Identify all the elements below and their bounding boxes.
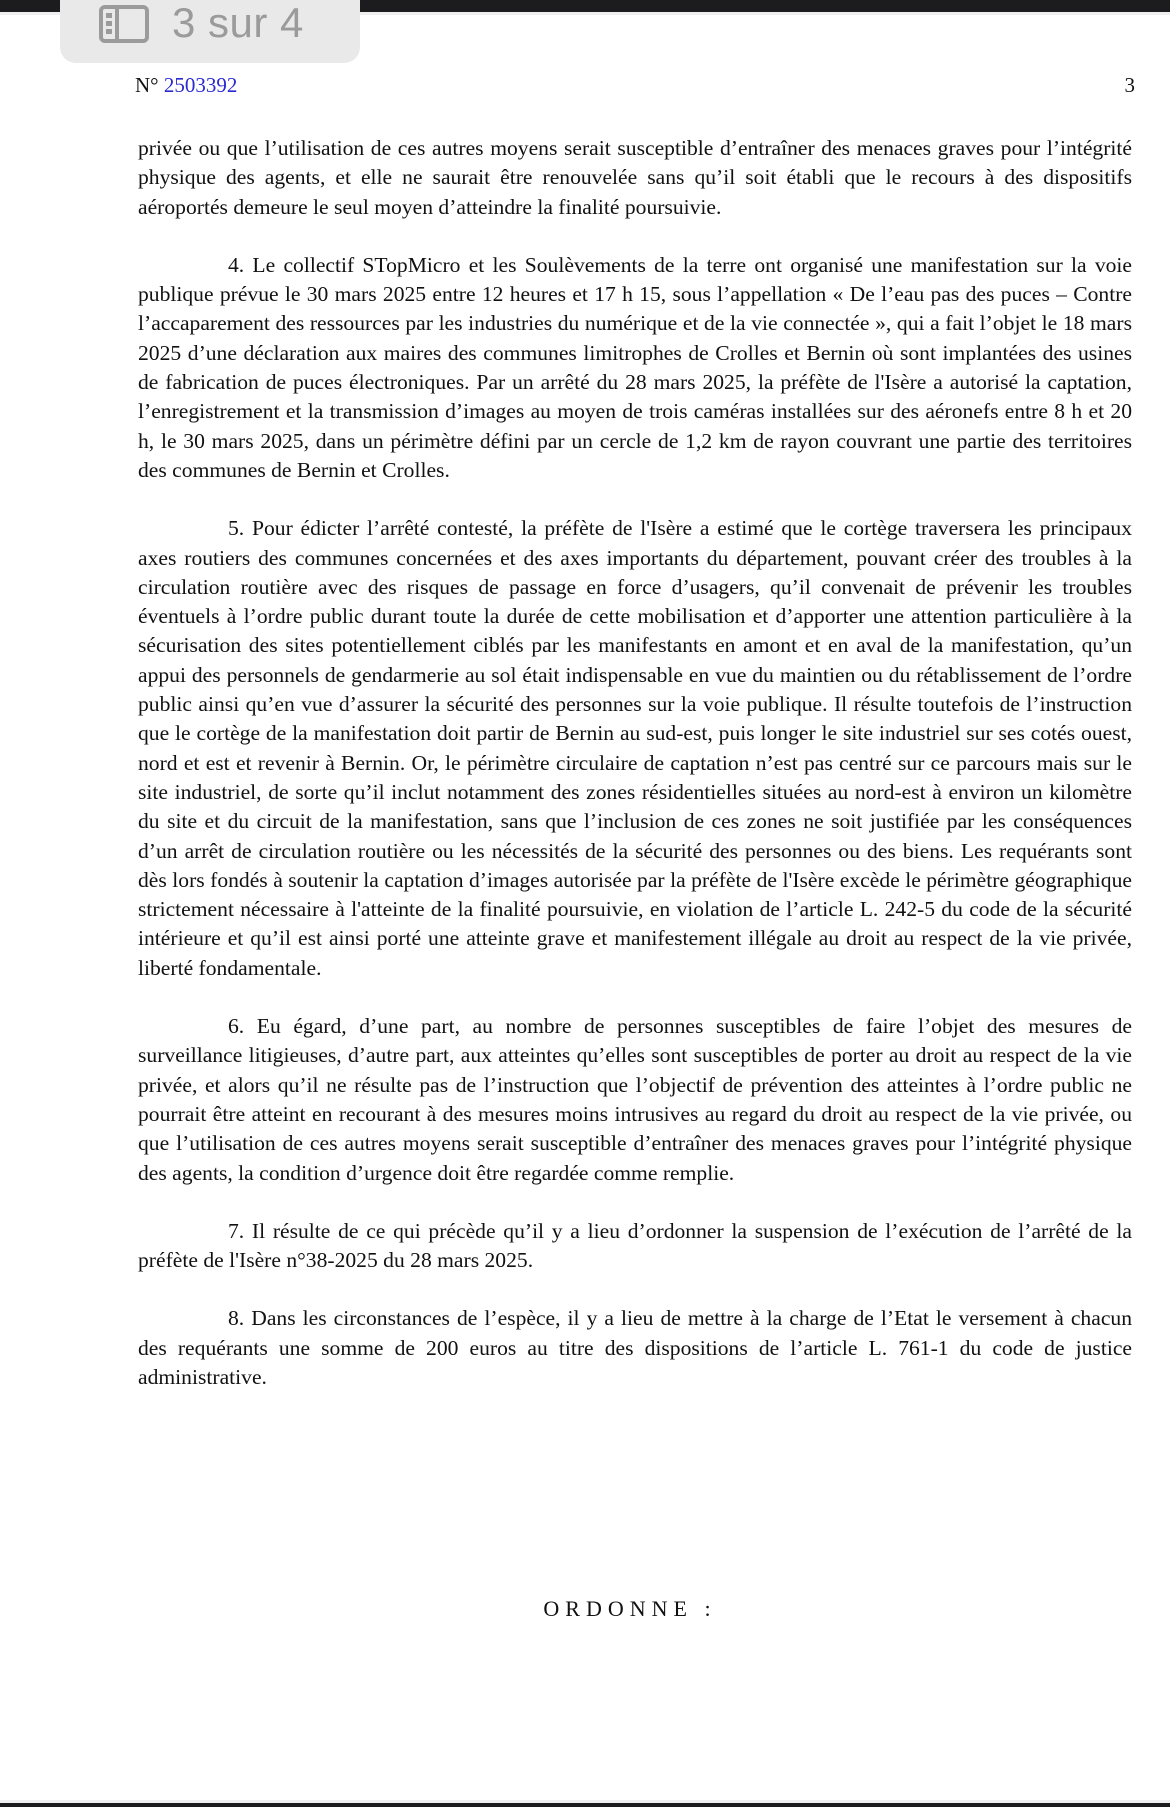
paragraph-continued: privée ou que l’utilisation de ces autres moyens serait susceptible d’entraîner des menaces graves pour l’intégrité physique des agents, et elle ne saurait être renouvelée sans qu’il soit établi que le recours à des dispositifs aéroportés demeure le seul moyen d’atteindre la finalité poursuivie. [138,136,1132,219]
document-header [135,73,1135,98]
page-indicator-label: 3 sur 4 [172,0,304,46]
case-number-prefix: N° [135,73,159,97]
page-indicator[interactable] [60,0,360,63]
paragraph-6: 6. Eu égard, d’une part, au nombre de personnes susceptibles de faire l’objet des mesures de surveillance litigieuses, d’autre part, aux atteintes qu’elles sont susceptibles de porter au droit au respect de la vie privée, et alors qu’il ne résulte pas de l’instruction que l’objectif de prévention des atteintes à l’ordre public ne pourrait être atteint en recourant à des mesures moins intrusives au regard du droit au respect de la vie privée, ou que l’utilisation de ces autres moyens serait susceptible d’entraîner des menaces graves pour l’intégrité physique des agents, la condition d’urgence doit être regardée comme remplie. [138,1014,1132,1185]
paragraph-7: 7. Il résulte de ce qui précède qu’il y a lieu d’ordonner la suspension de l’exécution de l’arrêté de la préfète de l'Isère n°38-2025 du 28 mars 2025. [138,1218,1132,1273]
paragraph-8: 8. Dans les circonstances de l’espèce, il y a lieu de mettre à la charge de l’Etat le versement à chacun des requérants une somme de 200 euros au titre des dispositions de l’article L. 761-1 du code de justice administrative. [138,1306,1132,1389]
sidebar-pages-icon [98,4,150,44]
case-number [135,73,237,98]
case-number-link[interactable]: 2503392 [163,73,238,97]
paragraph-4: 4. Le collectif STopMicro et les Soulèvements de la terre ont organisé une manifestation sur la voie publique prévue le 30 mars 2025 entre 12 heures et 17 h 15, sous l’appellation « De l’eau pas des puces – Contre l’accaparement des ressources par les industries du numérique et de la vie connectée », qui a fait l’objet le 18 mars 2025 d’une déclaration aux maires des communes limitrophes de Crolles et Bernin où sont implantées des usines de fabrication de puces électroniques. Par un arrêté du 28 mars 2025, la préfète de l'Isère a autorisé la captation, l’enregistrement et la transmission d’images au moyen de trois caméras installées sur des aéronefs entre 8 h et 20 h, le 30 mars 2025, dans un périmètre défini par un cercle de 1,2 km de rayon couvrant une partie des territoires des communes de Bernin et Crolles. [138,252,1132,482]
paragraph-5: 5. Pour édicter l’arrêté contesté, la préfète de l'Isère a estimé que le cortège traversera les principaux axes routiers des communes concernées et des axes importants du département, pouvant créer des troubles à la circulation routière avec des risques de passage en force d’usagers, qu’il convenait de prévenir les troubles éventuels à l’ordre public durant toute la durée de cette mobilisation et d’apporter une attention particulière à la sécurisation des sites potentiellement ciblés par les manifestants en amont et en aval de la manifestation, qu’un appui des personnels de gendarmerie au sol était indispensable en vue du maintien ou du rétablissement de l’ordre public ainsi qu’en vue d’assurer la sécurité des personnes sur la voie publique. Il résulte toutefois de l’instruction que le cortège de la manifestation doit partir de Bernin au sud-est, puis longer le site industriel sur ses cotés ouest, nord et est et revenir à Bernin. Or, le périmètre circulaire de captation n’est pas centré sur ce parcours mais sur le site industriel, de sorte qu’il inclut notamment des zones résidentielles situées au nord-est à environ un kilomètre du site et du circuit de la manifestation, sans que l’inclusion de ces zones ne soit justifiée par les conséquences d’un arrêt de circulation routière ou les nécessités de la sécurité des personnes ou des biens. Les requérants sont dès lors fondés à soutenir la captation d’images autorisée par la préfète de l'Isère excède le périmètre géographique strictement nécessaire à l'atteinte de la finalité poursuivie, en violation de l’article L. 242-5 du code de la sécurité intérieure et qu’il est ainsi porté une atteinte grave et manifestement illégale au droit au respect de la vie privée, liberté fondamentale. [138,516,1132,980]
document-body [138,134,1132,1421]
page-number: 3 [1124,73,1135,97]
ordonne-heading: ORDONNE : [543,1596,717,1621]
viewer-bottom-bar [0,1803,1170,1807]
